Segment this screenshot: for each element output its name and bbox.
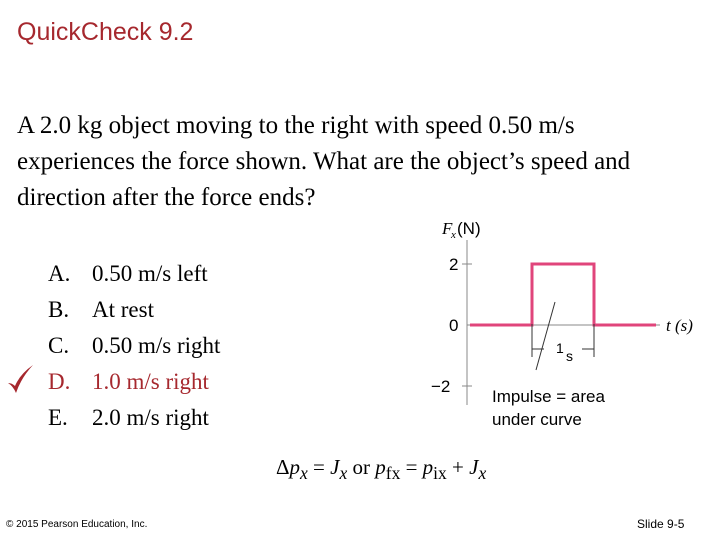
force-curve-line xyxy=(470,264,656,325)
choice-letter: D. xyxy=(48,369,71,394)
choice-letter: E. xyxy=(48,405,68,430)
choice-text: 2.0 m/s right xyxy=(92,405,209,430)
choice-text: 0.50 m/s right xyxy=(92,333,221,358)
x-axis-label: t (s) xyxy=(666,316,693,335)
y-tick-label: 2 xyxy=(449,255,459,274)
formula-sub-x: x xyxy=(339,463,348,484)
choice-c[interactable] xyxy=(48,328,220,364)
formula-plus: + xyxy=(446,455,470,479)
formula-p: p xyxy=(422,455,434,479)
choice-letter: B. xyxy=(48,297,70,322)
force-graph xyxy=(420,210,710,435)
formula-j: J xyxy=(330,455,340,479)
y-axis-label-sub: x xyxy=(451,229,456,241)
slide-number: Slide 9-5 xyxy=(637,517,685,531)
impulse-formula xyxy=(276,455,486,484)
correct-check-icon xyxy=(5,362,35,396)
question-text: A 2.0 kg object moving to the right with speed 0.50 m/s experiences the force shown. What are the object’s speed and direction after the force ends? xyxy=(17,112,631,211)
slide-title: QuickCheck 9.2 xyxy=(17,18,194,46)
slash-marker xyxy=(536,302,555,370)
choice-e[interactable] xyxy=(48,400,220,436)
y-tick-label: −2 xyxy=(431,377,451,396)
delta-symbol: Δ xyxy=(276,455,290,479)
formula-sub-ix: ix xyxy=(433,463,447,484)
choice-text: At rest xyxy=(92,297,154,322)
y-axis-label-f: F xyxy=(442,219,453,238)
formula-j: J xyxy=(469,455,479,479)
choice-b[interactable] xyxy=(48,292,220,328)
choice-text: 1.0 m/s right xyxy=(92,369,209,394)
formula-sub-fx: fx xyxy=(385,463,401,484)
formula-eq: = xyxy=(307,455,331,479)
formula-p: p xyxy=(289,455,301,479)
formula-sub-x: x xyxy=(300,463,308,484)
duration-unit: s xyxy=(566,348,573,364)
choice-a[interactable] xyxy=(48,256,220,292)
impulse-annotation-line1: Impulse = area xyxy=(492,387,605,406)
y-axis-label-unit: (N) xyxy=(457,219,481,238)
answer-choices xyxy=(48,256,220,436)
choice-letter: A. xyxy=(48,261,71,286)
y-tick-label: 0 xyxy=(449,316,459,335)
formula-or: or xyxy=(347,455,376,479)
impulse-annotation-line2: under curve xyxy=(492,410,582,429)
formula-eq: = xyxy=(400,455,423,479)
duration-label: 1 xyxy=(556,340,564,356)
choice-letter: C. xyxy=(48,333,70,358)
formula-p: p xyxy=(375,455,386,479)
choice-text: 0.50 m/s left xyxy=(92,261,208,286)
formula-sub-x: x xyxy=(478,463,487,484)
choice-d[interactable] xyxy=(48,364,220,400)
copyright-footer: © 2015 Pearson Education, Inc. xyxy=(6,519,148,530)
